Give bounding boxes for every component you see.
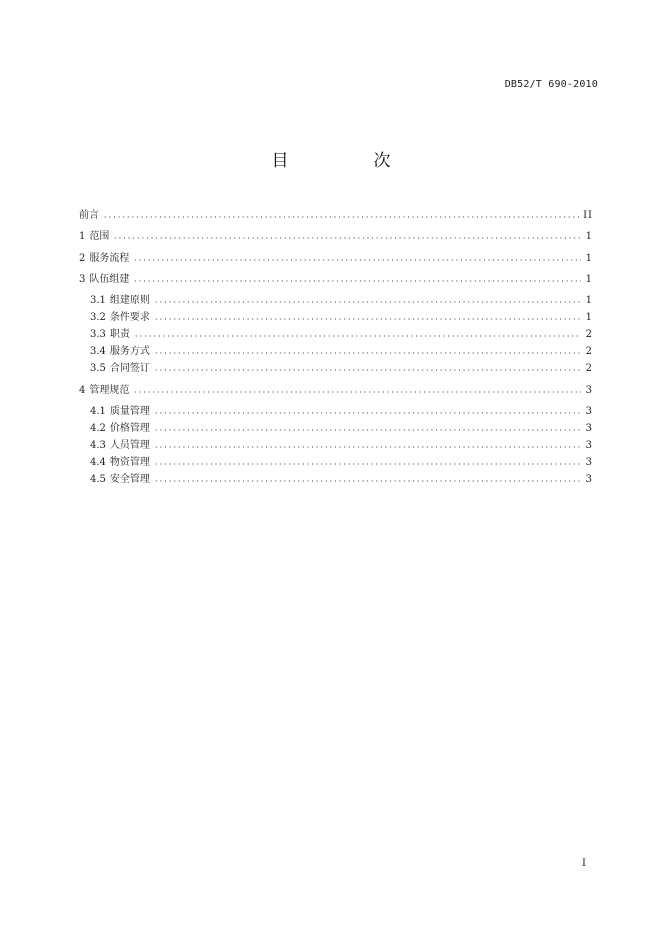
dot-leader bbox=[154, 410, 581, 416]
dot-leader bbox=[133, 278, 581, 284]
toc-entry-label: 前言 bbox=[79, 209, 99, 221]
toc-entry-page: 2 bbox=[585, 363, 593, 374]
toc-entry-page: 1 bbox=[585, 274, 593, 285]
toc-entry-label: 质量管理 bbox=[109, 405, 150, 417]
toc-entry-page: 1 bbox=[585, 252, 593, 264]
page-number: I bbox=[582, 858, 586, 869]
toc-entry[interactable] bbox=[79, 266, 593, 288]
toc-entry[interactable] bbox=[79, 359, 593, 376]
toc-entry[interactable] bbox=[79, 398, 593, 419]
toc-entry-page: II bbox=[583, 209, 593, 221]
toc-entry-page: 3 bbox=[585, 439, 593, 451]
toc-entry-number: 3.1 bbox=[90, 295, 106, 306]
toc-entry-number: 2 bbox=[79, 252, 86, 264]
dot-leader bbox=[133, 389, 581, 395]
toc-entry-page: 1 bbox=[585, 312, 593, 323]
toc-entry[interactable] bbox=[79, 453, 593, 470]
toc-entry-number: 4.2 bbox=[90, 422, 106, 434]
toc-entry[interactable] bbox=[79, 419, 593, 436]
dot-leader bbox=[154, 444, 581, 450]
toc-entry-label: 人员管理 bbox=[109, 439, 150, 451]
dot-leader bbox=[154, 427, 581, 433]
toc-entry-page: 3 bbox=[585, 473, 593, 485]
toc-entry-number: 3 bbox=[79, 274, 86, 285]
toc-entry-number: 4.1 bbox=[90, 405, 106, 417]
toc-entry-label: 服务方式 bbox=[109, 346, 150, 357]
toc-entry[interactable] bbox=[79, 308, 593, 325]
toc-entry-label: 范围 bbox=[89, 231, 110, 242]
dot-leader bbox=[134, 333, 581, 339]
toc-entry-page: 1 bbox=[585, 231, 593, 242]
dot-leader bbox=[154, 350, 581, 356]
toc-entry-page: 2 bbox=[585, 346, 593, 357]
toc-entry-page: 2 bbox=[585, 329, 593, 340]
dot-leader bbox=[154, 299, 581, 305]
toc-entry-number: 4.3 bbox=[90, 439, 106, 451]
dot-leader bbox=[154, 478, 581, 484]
toc-entry-label: 条件要求 bbox=[109, 312, 150, 323]
toc-entry-number: 3.5 bbox=[90, 363, 106, 374]
toc-entry[interactable] bbox=[79, 244, 593, 266]
toc-entry-label: 安全管理 bbox=[109, 473, 150, 485]
dot-leader bbox=[133, 257, 581, 263]
toc-entry-label: 组建原则 bbox=[109, 295, 150, 306]
toc-entry-label: 服务流程 bbox=[89, 252, 130, 264]
toc-entry-label: 管理规范 bbox=[89, 384, 130, 396]
toc-entry-label: 职责 bbox=[109, 329, 130, 340]
toc-entry-page: 1 bbox=[585, 295, 593, 306]
dot-leader bbox=[103, 214, 579, 220]
toc-entry[interactable] bbox=[79, 342, 593, 359]
toc-entry-number: 4.4 bbox=[90, 456, 106, 468]
toc-entry[interactable] bbox=[79, 287, 593, 308]
toc-entry-page: 3 bbox=[585, 422, 593, 434]
toc-entry[interactable] bbox=[79, 470, 593, 487]
toc-entry-number: 4 bbox=[79, 384, 86, 396]
dot-leader bbox=[154, 316, 581, 322]
document-code: DB52/T 690-2010 bbox=[504, 79, 598, 90]
dot-leader bbox=[154, 367, 581, 373]
toc-entry-page: 3 bbox=[585, 456, 593, 468]
toc-entry-label: 物资管理 bbox=[109, 456, 150, 468]
toc-entry-label: 合同签订 bbox=[109, 363, 150, 374]
toc-entry[interactable] bbox=[79, 436, 593, 453]
toc-entry-page: 3 bbox=[585, 384, 593, 396]
toc-entry-number: 3.2 bbox=[90, 312, 106, 323]
toc-entry-number: 1 bbox=[79, 231, 86, 242]
table-of-contents bbox=[79, 201, 593, 487]
dot-leader bbox=[154, 461, 581, 467]
toc-entry-number: 3.4 bbox=[90, 346, 106, 357]
toc-entry-number: 3.3 bbox=[90, 329, 106, 340]
dot-leader bbox=[113, 235, 581, 241]
toc-title: 目 次 bbox=[271, 151, 425, 171]
toc-entry[interactable] bbox=[79, 223, 593, 245]
toc-entry-number: 4.5 bbox=[90, 473, 106, 485]
toc-entry-label: 价格管理 bbox=[109, 422, 150, 434]
toc-entry[interactable] bbox=[79, 201, 593, 223]
toc-entry[interactable] bbox=[79, 325, 593, 342]
toc-entry[interactable] bbox=[79, 376, 593, 398]
toc-entry-page: 3 bbox=[585, 405, 593, 417]
toc-entry-label: 队伍组建 bbox=[89, 274, 130, 285]
